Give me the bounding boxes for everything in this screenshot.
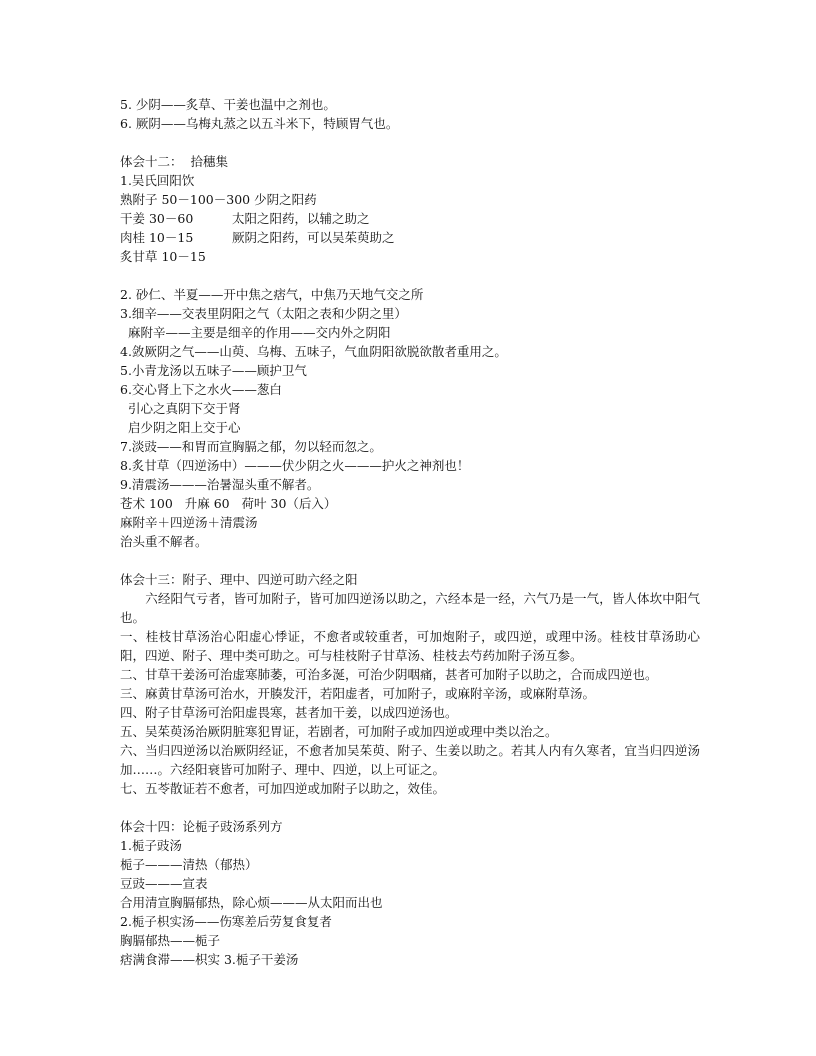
paragraph: 三、麻黄甘草汤可治水，开腠发汗，若阳虚者，可加附子，或麻附辛汤，或麻附草汤。 bbox=[120, 686, 596, 701]
herb-dose: 肉桂 10－15 bbox=[120, 230, 194, 245]
text-line: 5.小青龙汤以五味子——顾护卫气 bbox=[120, 363, 307, 378]
paragraph: 七、五苓散证若不愈者，可加四逆或加附子以助之，效佳。 bbox=[120, 781, 446, 796]
herb-note: 太阳之阳药，以辅之助之 bbox=[232, 211, 370, 226]
text-line: 启少阴之阳上交于心 bbox=[120, 420, 241, 435]
text-line: 合用清宣胸膈郁热，除心烦———从太阳而出也 bbox=[120, 895, 383, 910]
text-line: 2. 砂仁、半夏——开中焦之痞气，中焦乃天地气交之所 bbox=[120, 287, 424, 302]
recipe-row bbox=[120, 209, 700, 228]
document-page bbox=[120, 95, 700, 969]
text-line: 6.交心肾上下之水火——葱白 bbox=[120, 382, 282, 397]
herb-note: 厥阴之阳药，可以吴茱萸助之 bbox=[232, 230, 395, 245]
text-line: 熟附子 50－100－300 少阴之阳药 bbox=[120, 192, 317, 207]
paragraph: 五、吴茱萸汤治厥阴脏寒犯胃证，若剧者，可加附子或加四逆或理中类以治之。 bbox=[120, 724, 558, 739]
text-line: 治头重不解者。 bbox=[120, 534, 208, 549]
text-line: 炙甘草 10－15 bbox=[120, 249, 206, 264]
spacer bbox=[120, 798, 700, 817]
spacer bbox=[120, 551, 700, 570]
paragraph: 二、甘草干姜汤可治虚寒肺萎，可治多涎，可治少阴咽痛，甚者可加附子以助之，合而成四逆也。 bbox=[120, 667, 658, 682]
section-title-12: 体会十二： 拾穗集 bbox=[120, 154, 228, 169]
text-line: 栀子———清热（郁热） bbox=[120, 857, 258, 872]
text-line: 9.清震汤———治暑湿头重不解者。 bbox=[120, 477, 320, 492]
text-line: 1.吴氏回阳饮 bbox=[120, 173, 195, 188]
text-line: 麻附辛——主要是细辛的作用——交内外之阴阳 bbox=[120, 325, 391, 340]
spacer bbox=[120, 133, 700, 152]
text-line: 6. 厥阴——乌梅丸蒸之以五斗米下，特顾胃气也。 bbox=[120, 116, 399, 131]
paragraph: 六经阳气亏者，皆可加附子，皆可加四逆汤以助之，六经本是一经，六气乃是一气，皆人体坎中阳气也。 bbox=[120, 591, 700, 625]
text-line: 痞满食滞——枳实 3.栀子干姜汤 bbox=[120, 952, 299, 967]
text-line: 引心之真阴下交于肾 bbox=[120, 401, 241, 416]
paragraph: 六、当归四逆汤以治厥阴经证，不愈者加吴茱萸、附子、生姜以助之。若其人内有久寒者，宜当归四逆汤加……。六经阳衰皆可加附子、理中、四逆，以上可证之。 bbox=[120, 743, 700, 777]
section-title-14: 体会十四：论栀子豉汤系列方 bbox=[120, 819, 283, 834]
paragraph: 四、附子甘草汤可治阳虚畏寒，甚者加干姜，以成四逆汤也。 bbox=[120, 705, 458, 720]
text-line: 豆豉———宣表 bbox=[120, 876, 208, 891]
paragraph: 一、桂枝甘草汤治心阳虚心悸证，不愈者或较重者，可加炮附子，或四逆，或理中汤。桂枝甘草汤助心阳，四逆、附子、理中类可助之。可与桂枝附子甘草汤、桂枝去芍药加附子汤互参。 bbox=[120, 629, 700, 663]
spacer bbox=[120, 266, 700, 285]
text-line: 2.栀子枳实汤——伤寒差后劳复食复者 bbox=[120, 914, 332, 929]
herb-dose: 干姜 30－60 bbox=[120, 211, 194, 226]
text-line: 3.细辛——交表里阴阳之气（太阳之表和少阴之里） bbox=[120, 306, 407, 321]
text-line: 8.炙甘草（四逆汤中）———伏少阴之火———护火之神剂也！ bbox=[120, 458, 470, 473]
text-line: 苍术 100 升麻 60 荷叶 30（后入） bbox=[120, 496, 337, 511]
text-line: 麻附辛＋四逆汤＋清震汤 bbox=[120, 515, 258, 530]
text-line: 胸膈郁热——栀子 bbox=[120, 933, 221, 948]
text-line: 4.敛厥阴之气——山萸、乌梅、五味子，气血阴阳欲脱欲散者重用之。 bbox=[120, 344, 507, 359]
text-line: 5. 少阴——炙草、干姜也温中之剂也。 bbox=[120, 97, 336, 112]
text-line: 7.淡豉——和胃而宣胸膈之郁，勿以轻而忽之。 bbox=[120, 439, 382, 454]
section-title-13: 体会十三：附子、理中、四逆可助六经之阳 bbox=[120, 572, 358, 587]
recipe-row bbox=[120, 228, 700, 247]
text-line: 1.栀子豉汤 bbox=[120, 838, 182, 853]
